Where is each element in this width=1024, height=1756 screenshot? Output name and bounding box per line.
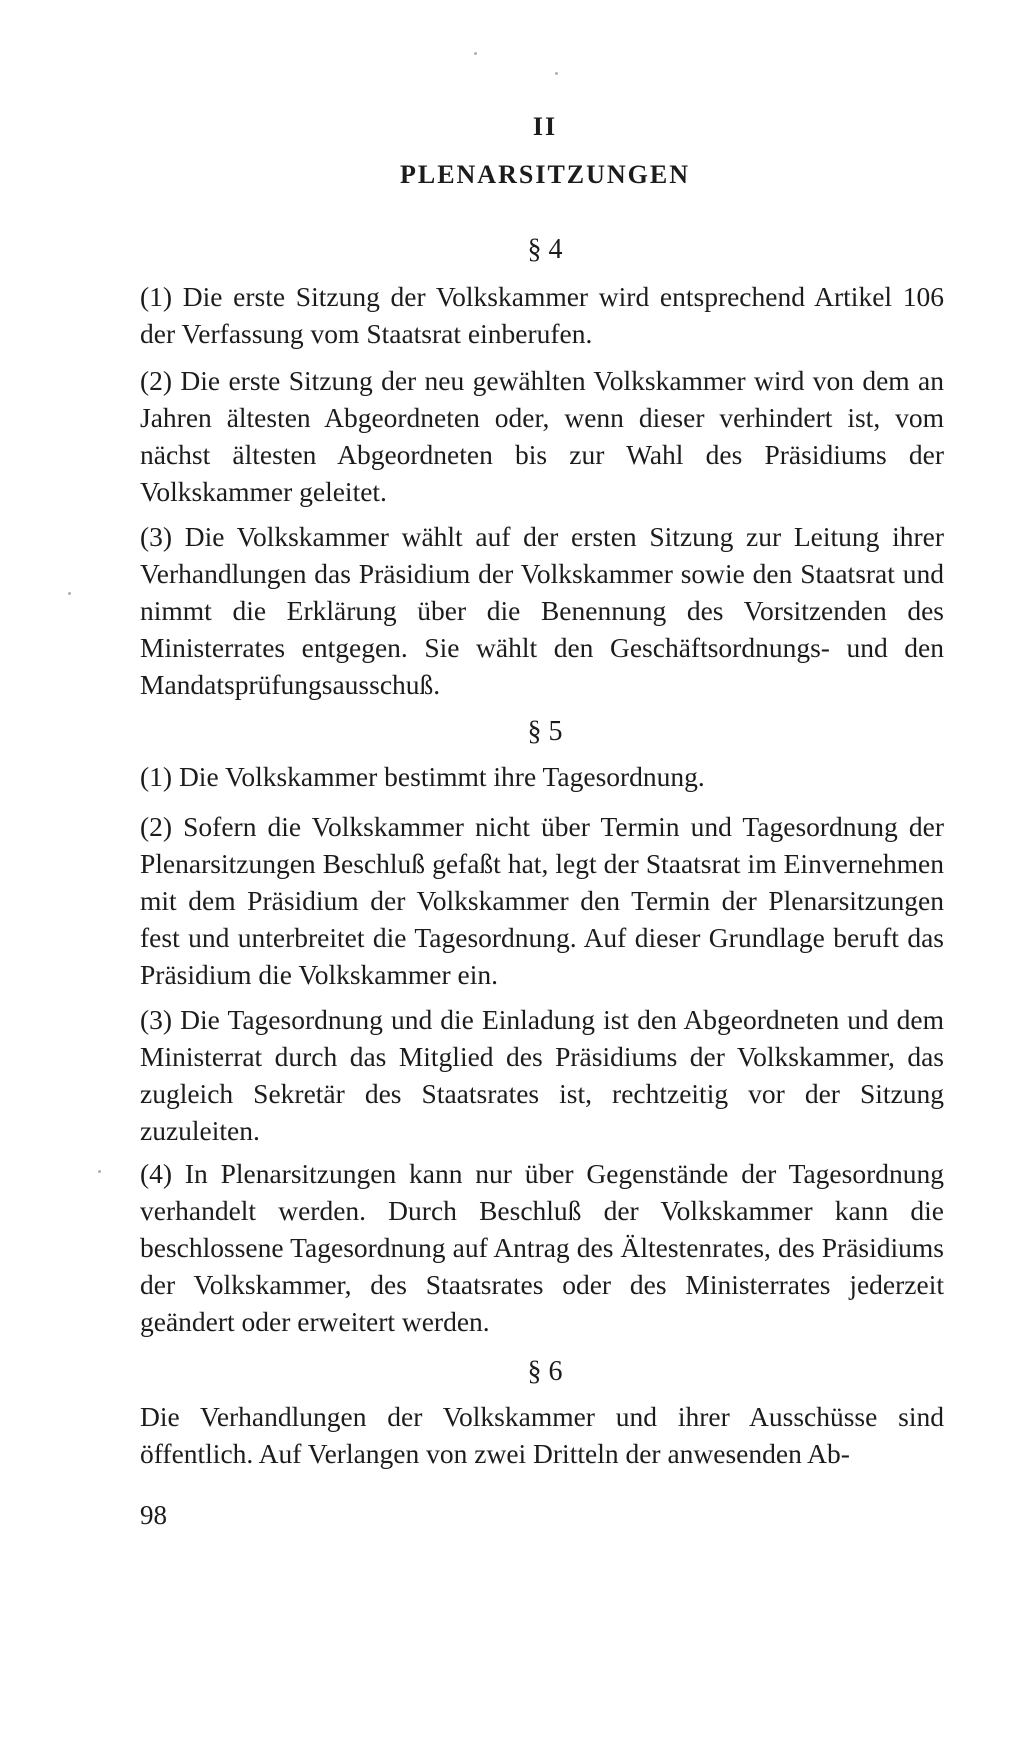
- page-number: 98: [140, 1500, 167, 1530]
- scan-speck: [68, 592, 71, 595]
- section-heading-5: § 5: [527, 716, 563, 747]
- section-heading-4: § 4: [527, 234, 563, 265]
- paragraph-5-2: (2) Sofern die Volkskammer nicht über Termin und Tagesordnung der Plenarsitzungen Beschluß gefaßt hat, legt der Staatsrat im Einvernehmen mit dem Präsidium der Volkskammer den Termin der Plenarsitzungen fest und unterbreitet die Tagesordnung. Auf dieser Grundlage beruft das Präsidium die Volkskammer ein.: [140, 811, 944, 990]
- paragraph-5-3: (3) Die Tagesordnung und die Einladung ist den Abgeordneten und dem Ministerrat durch das Mitglied des Präsidiums der Volkskammer, das zugleich Sekretär des Staatsrates ist, rechtzeitig vor der Sitzung zuzuleiten.: [140, 1004, 944, 1146]
- scan-speck: [98, 1170, 101, 1173]
- paragraph-6-1: Die Verhandlungen der Volkskammer und ihrer Ausschüsse sind öffentlich. Auf Verlangen von zwei Dritteln der anwesenden Ab-: [140, 1401, 944, 1469]
- paragraph-5-1: (1) Die Volkskammer bestimmt ihre Tagesordnung.: [140, 761, 705, 792]
- paragraph-4-2: (2) Die erste Sitzung der neu gewählten Volkskammer wird von dem an Jahren ältesten Abgeordneten oder, wenn dieser verhindert ist, vom nächst ältesten Abgeordneten bis zur Wahl des Präsidiums der Volkskammer geleitet.: [140, 365, 944, 507]
- paragraph-5-4: (4) In Plenarsitzungen kann nur über Gegenstände der Tagesordnung verhandelt werden. Durch Beschluß der Volkskammer kann die beschlossene Tagesordnung auf Antrag des Ältestenrates, des Präsidiums der Volkskammer, des Staatsrates oder des Ministerrates jederzeit geändert oder erweitert werden.: [140, 1158, 944, 1337]
- section-heading-6: § 6: [527, 1356, 563, 1387]
- chapter-number: II: [532, 112, 558, 141]
- scan-speck: [474, 52, 477, 55]
- scan-speck: [555, 72, 558, 75]
- paragraph-4-1: (1) Die erste Sitzung der Volkskammer wird entsprechend Artikel 106 der Verfassung vom Staatsrat einberufen.: [140, 281, 944, 349]
- chapter-title: PLENARSITZUNGEN: [399, 160, 691, 189]
- paragraph-4-3: (3) Die Volkskammer wählt auf der ersten Sitzung zur Leitung ihrer Verhandlungen das Präsidium der Volkskammer sowie den Staatsrat und nimmt die Erklärung über die Benennung des Vorsitzenden des Ministerrates entgegen. Sie wählt den Geschäftsordnungs- und den Mandatsprüfungsausschuß.: [140, 521, 944, 700]
